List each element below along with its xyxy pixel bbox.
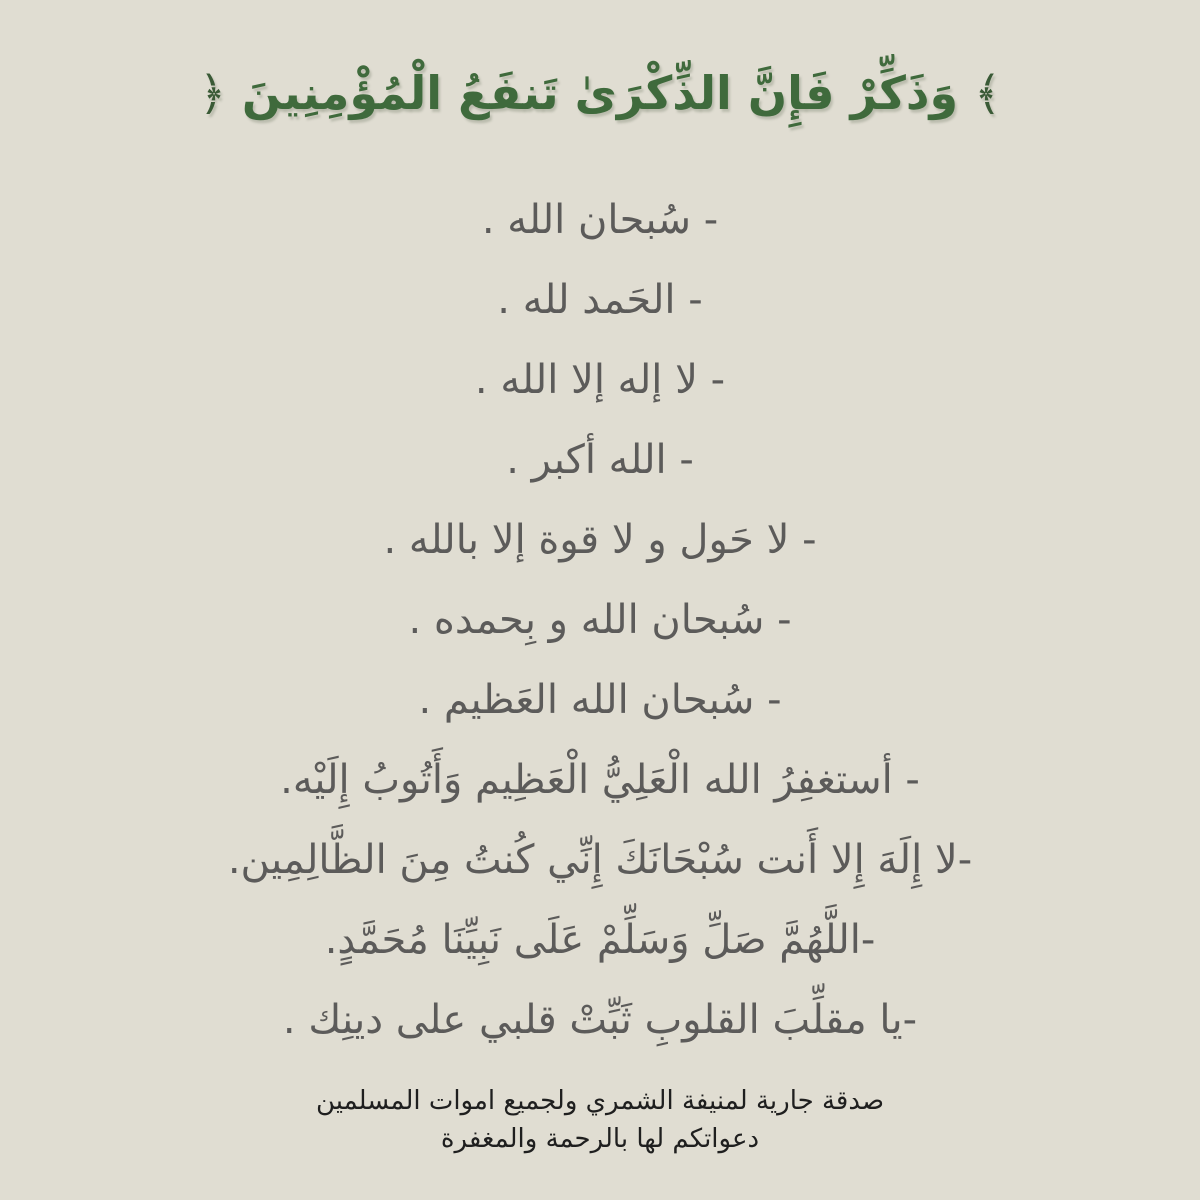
verse-text: وَذَكِّرْ فَإِنَّ الذِّكْرَىٰ تَنفَعُ الْمُؤْمِنِينَ bbox=[241, 66, 959, 120]
dhikr-item bbox=[0, 180, 1200, 260]
dhikr-text: - لا إله إلا الله . bbox=[474, 357, 726, 403]
dedication-caption bbox=[0, 1082, 1200, 1158]
dhikr-text: -يا مقلِّبَ القلوبِ ثَبِّتْ قلبي على دينِك . bbox=[282, 997, 918, 1043]
dhikr-list bbox=[0, 180, 1200, 1060]
dedication-line-2: دعواتكم لها بالرحمة والمغفرة bbox=[440, 1124, 760, 1154]
dhikr-item bbox=[0, 260, 1200, 340]
dhikr-text: -لا إِلَهَ إِلا أَنت سُبْحَانَكَ إِنِّي كُنتُ مِنَ الظَّالِمِين. bbox=[227, 837, 973, 883]
dhikr-item bbox=[0, 340, 1200, 420]
dhikr-text: - سُبحان الله و بِحمده . bbox=[408, 597, 792, 643]
dhikr-text: - الله أكبر . bbox=[506, 437, 694, 483]
verse-close-bracket: ﴾ bbox=[974, 66, 1002, 120]
dhikr-text: - سُبحان الله العَظيم . bbox=[418, 677, 782, 723]
dhikr-text: - لا حَول و لا قوة إلا بالله . bbox=[383, 517, 817, 563]
quran-verse-heading bbox=[0, 48, 1200, 138]
verse-open-bracket: ﴿ bbox=[198, 66, 226, 120]
dhikr-item bbox=[0, 980, 1200, 1060]
dhikr-text: - سُبحان الله . bbox=[481, 197, 719, 243]
dhikr-item bbox=[0, 740, 1200, 820]
dhikr-item bbox=[0, 660, 1200, 740]
dhikr-item bbox=[0, 820, 1200, 900]
dhikr-text: - أستغفِرُ الله الْعَلِيُّ الْعَظِيم وَأَتُوبُ إِلَيْه. bbox=[280, 757, 920, 803]
dhikr-item bbox=[0, 580, 1200, 660]
dhikr-text: - الحَمد لله . bbox=[497, 277, 703, 323]
dedication-line-1: صدقة جارية لمنيفة الشمري ولجميع اموات المسلمين bbox=[315, 1086, 885, 1116]
dhikr-item bbox=[0, 420, 1200, 500]
dhikr-item bbox=[0, 900, 1200, 980]
dhikr-text: -اللَّهُمَّ صَلِّ وَسَلِّمْ عَلَى نَبِيِّنَا مُحَمَّدٍ. bbox=[324, 917, 876, 963]
dhikr-item bbox=[0, 500, 1200, 580]
